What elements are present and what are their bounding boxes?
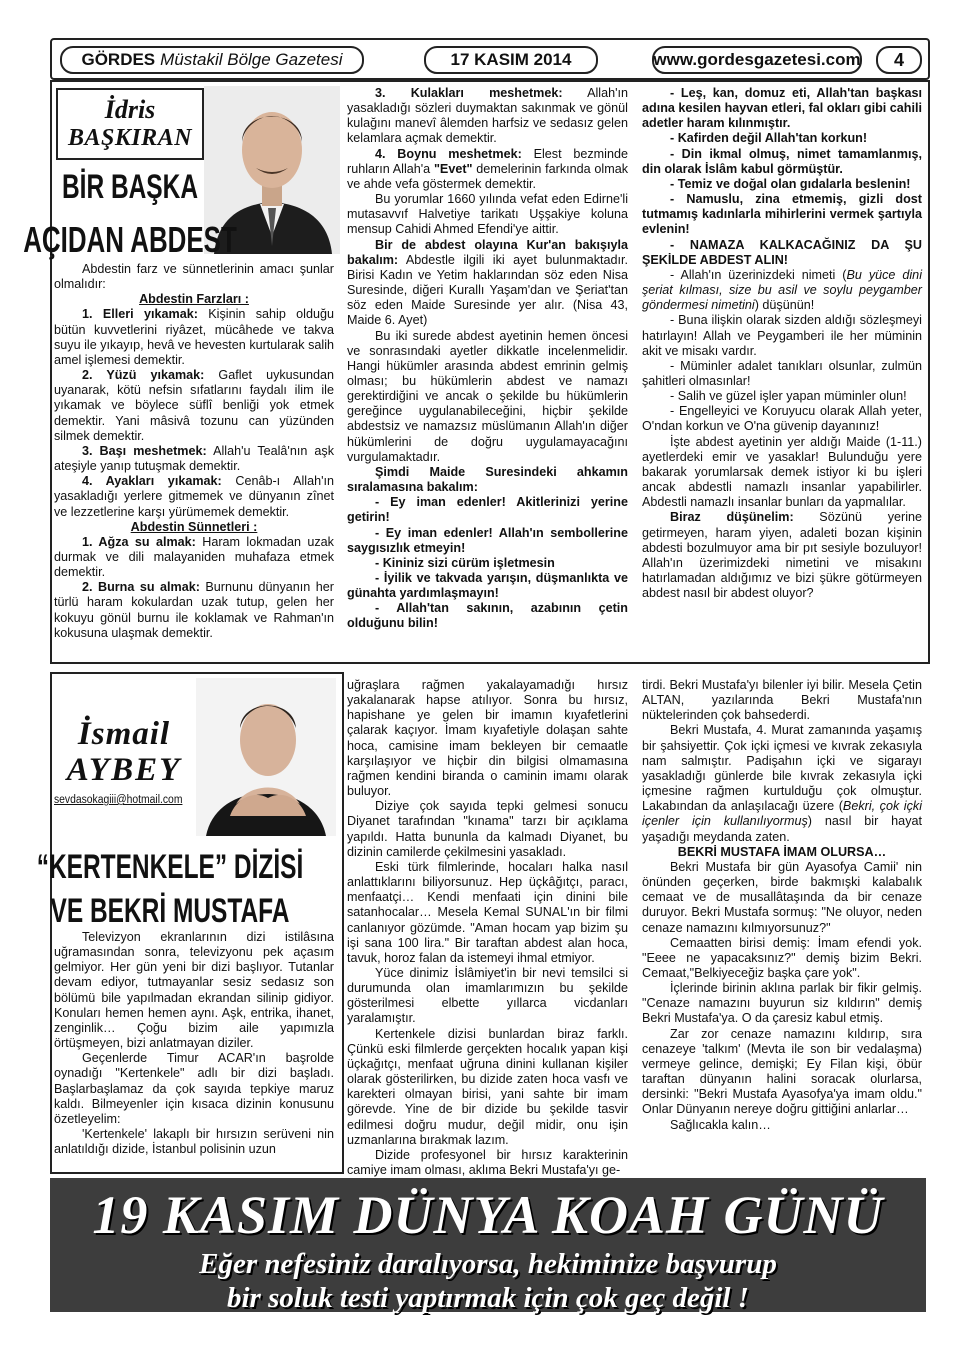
paragraph-text: ) nasıl bir hayat yaşadığı meydanda zaten. xyxy=(642,814,922,844)
paragraph-text: Cenâb-ı Allah'ın yasakladığı yerlere gitmemek ve dünyanın zînet ve lezzetlerine karşı yürümemek demektir. xyxy=(54,474,334,519)
paragraph xyxy=(347,860,628,966)
article-title-line2: AÇIDAN ABDEST xyxy=(23,219,237,260)
paragraph-text: Televizyon ekranlarının dizi istilâsına uğramasından sonra, televizyonu pek açasım gelmiyor. Her gün yeni bir dizi başlıyor. Tutanlar devam ediyor, tutmayanlar sesiz sedasız son bölümü bile yapılmadan ekrandan silinip gidiyor. Konuları hemen hemen aynı. Aşk, entrika, ihanet, zenginlik… Çoğu bizim aile yapımızla örtüşmeyen, bizi anlatmayan diziler. xyxy=(54,930,334,1051)
paragraph xyxy=(642,192,922,237)
banner-line-1: Eğer nefesiniz daralıyorsa, hekiminize başvurup xyxy=(199,1248,777,1280)
newspaper-subtitle: Müstakil Bölge Gazetesi xyxy=(160,50,343,69)
paragraph xyxy=(642,268,922,313)
bold-lead: 1. Ağza su almak: xyxy=(82,534,196,549)
article-2-column-2 xyxy=(347,678,628,1178)
article-2-title-line2: VE BEKRİ MUSTAFA xyxy=(50,892,290,930)
paragraph xyxy=(642,1118,922,1133)
paragraph xyxy=(347,556,628,571)
paragraph-text: ) düşünün! xyxy=(754,298,815,313)
author-name-box xyxy=(56,88,204,160)
paragraph xyxy=(54,307,334,368)
newspaper-name: GÖRDES xyxy=(81,50,156,69)
paragraph-text: Kertenkele dizisi bunlardan biraz farklı. Çünkü eski filmlerde gerçekten hocalık yapan kişi üçkağıtçı, menfaat uğruna dinini kullanan kişiler olarak gösterilirken, bu dizide zaten hoca vasfı ve karekteri olmayan birisi, yani sahte bir imam görevde. Yine de bir dizide bu şekilde tasvir edilmesi doğru mudur, değil midir, onu işin uzmanlarına bırakmak lazım. xyxy=(347,1026,628,1147)
paragraph xyxy=(54,368,334,444)
bold-lead: 3. Başı meshetmek: xyxy=(82,443,207,458)
bold-lead: - Leş, kan, domuz eti, Allah'tan başkası adına kesilen hayvan etleri, fal okları gibi cahili adetler haram kılınmıştır. xyxy=(642,86,922,131)
paragraph-text: Abdestle ilgili iki ayet bulunmaktadır. Birisi Kadın ve Yetim haklarından söz eden Nisa Suresinde, diğeri Kurallı Yaşam'dan ve Şeriat'tan söz eden Maide Suresinde yer alır. (Nisa 43, Maide 6. Ayet) xyxy=(347,252,628,328)
bold-lead: - Kafirden değil Allah'tan korkun! xyxy=(670,131,868,146)
paragraph xyxy=(347,601,628,631)
paragraph xyxy=(347,465,628,495)
paragraph-text: Bekri Mustafa bir gün Ayasofya Camii' nin önünden geçerken, birde bakmışki kalabalık cemaat ve de musallâtaşında da bir cenaze duruyor. Bekri Mustafa sormuş: "Ne oluyor, neden cenaze namazını kılmıyorsunuz?" xyxy=(642,859,922,935)
paragraph xyxy=(642,845,922,860)
subheading: Abdestin Sünnetleri : xyxy=(130,519,258,534)
article-title-line1: BİR BAŞKA xyxy=(61,168,199,206)
paragraph-text: Gaflet uykusundan uyanarak, kötü nefsin sıfatlarını faydalı ilim ile yıkamak ve böylece süflî benliği yok etmek demektir. Yani mâsivâ tozunu can yüzünden silmek demektir. xyxy=(54,368,334,443)
paragraph xyxy=(347,495,628,525)
paragraph xyxy=(347,147,628,192)
paragraph xyxy=(642,936,922,981)
paragraph xyxy=(54,520,334,535)
paragraph xyxy=(347,678,628,799)
paragraph-text: Diziye çok sayıda tepki gelmesi sonucu Diyanet tarafından "kınama" tarzı bir açıklama yapıldı. Hatta bununla da kalmadı Diyanet, bu dizinin camilerde çekilmesini yasakladı. xyxy=(347,799,628,859)
paragraph-text: Yüce dinimiz İslâmiyet'in bir nevi temsilci si durumunda olan imamlarımızın bu şekilde gösterilmesi elbette yıllarca vicdanları yaralamıştır. xyxy=(347,965,628,1026)
paragraph-text: demelerinin farkında olmak ve ahde vefa göstermek demektir. xyxy=(347,161,628,191)
bold-lead: - Namuslu, zina etmemiş, gizli dost tutmamış kadınlarla mihirlerini vermek şartıyla evlenin! xyxy=(642,192,922,237)
paragraph xyxy=(54,1127,334,1157)
paragraph-text: Kişinin sahip olduğu bütün kuvvetlerini riyâzet, mücâhede ve takva suyu ile yıkayıp, hevâ ve hevesten kurtularak salih amel işlemesi demektir. xyxy=(54,307,335,367)
paragraph-text: tirdi. Bekri Mustafa'yı bilenler iyi bilir. Mesela Çetin ALTAN, yazılarında Bekri Mustafa'nın nüktelerinden çok bahsederdi. xyxy=(642,678,922,723)
paragraph xyxy=(54,535,334,580)
paragraph xyxy=(54,292,334,307)
article-column-2 xyxy=(347,86,628,632)
bold-lead: 4. Boynu meshetmek: xyxy=(375,146,522,161)
paragraph xyxy=(642,177,922,192)
paragraph-text: uğraşlara rağmen yakalayamadığı hırsız yakalanarak hapse atılıyor. Sonra bu hırsız, hapishane ye gelen bir imamın kıyafetlerini çalarak kaçıyor. İmam kıyafetiyle dolaşan sahte hoca, camisine imam bekleyen bir cemaatle karşılaşıyor ve hiçbir din bilgisi olmamasına rağmen kendini biranda o caminin imamı olarak buluyor. xyxy=(347,678,628,799)
italic-inline: Bekri, çok içki içenler için kullanılıyormuş xyxy=(642,799,922,829)
paragraph xyxy=(347,329,628,465)
paragraph xyxy=(642,147,922,177)
bold-lead: 3. Kulakları meshetmek: xyxy=(375,86,563,100)
paragraph xyxy=(642,131,922,146)
article-column-1 xyxy=(54,262,334,641)
bold-lead: - Kininiz sizi cürüm işletmesin xyxy=(375,555,555,570)
paragraph xyxy=(347,1027,628,1148)
bold-lead: - Temiz ve doğal olan gıdalarla beslenin! xyxy=(670,176,911,191)
paragraph-text: - Müminler adalet tanıkları olsunlar, zulmün şahitleri olmasınlar! xyxy=(642,358,922,388)
paragraph-text: - Engelleyici ve Koruyucu olarak Allah yeter, O'ndan korkun ve O'na güvenip dayanınız! xyxy=(642,404,922,434)
paragraph-text: Bu iki surede abdest ayetinin hemen öncesi ve sonrasındaki ayetler dikkatle incelenmelidir. Hangi hükümler arasında abdest emrinin gelmiş olması; bu hükümlerin abdest ve namazı gerektirdiğini ve ancak o şekilde bu hükümlerin gereğince uygulanabileceğini, hiçbir şekilde abdestsiz ve namazsız müslümanın Allah'ın diğer hükümlerini de doğru uygulamayacağını vurgulamaktadır. xyxy=(347,328,628,464)
bold-lead: BEKRİ MUSTAFA İMAM OLURSA… xyxy=(677,844,887,859)
article-2-title-line1: “KERTENKELE” DİZİSİ xyxy=(36,848,304,886)
paragraph xyxy=(642,723,922,844)
bold-lead: 1. Elleri yıkamak: xyxy=(82,307,198,322)
paragraph xyxy=(642,86,922,131)
paragraph xyxy=(347,86,628,147)
author-first-name: İdris xyxy=(104,95,156,124)
paragraph-text: Sözünü yerine getirmeyen, haram yiyen, adaleti bozan kişinin abdesti bozulmuyor ama bir pıt sesiyle bozuluyor! Allah'ın üzerimizdeki nimetini ve misakını hatırlamadan aldığımız ve bizi şükre götürmeyen abdest nasıl bir abdest oluyor? xyxy=(642,510,922,601)
bold-lead: Biraz düşünelim: xyxy=(670,510,794,525)
paragraph-text: Allah'ın yasakladığı sözleri duymaktan sakınmak ve gönül kulağını manevî âlemden harfsiz ve sedasız gelen kelamlara açmak demektir. xyxy=(347,86,629,146)
author-last-name: BAŞKIRAN xyxy=(67,125,193,151)
paragraph xyxy=(54,580,334,641)
bold-lead: - NAMAZA KALKACAĞINIZ DA ŞU ŞEKİLDE ABDEST ALIN! xyxy=(642,237,922,267)
author-2-email[interactable]: sevdasokagiii@hotmail.com xyxy=(54,794,183,806)
paragraph xyxy=(642,404,922,434)
paragraph-text: Elest bezminde ruhların Allah'a xyxy=(347,146,628,176)
paragraph-text: - Salih ve güzel işler yapan müminler olun! xyxy=(670,389,907,404)
bold-lead: - İyilik ve takvada yarışın, düşmanlıkta ve günahta yardımlaşmayın! xyxy=(347,571,628,601)
paragraph xyxy=(642,981,922,1026)
koah-day-banner xyxy=(50,1178,926,1312)
bold-lead: - Allah'tan sakının, azabının çetin olduğunu bilin! xyxy=(347,601,628,631)
bold-lead: - Din ikmal olmuş, nimet tamamlanmış, din olarak İslâm kabul görmüştür. xyxy=(642,146,922,176)
bold-inline: "Evet" xyxy=(433,161,473,176)
author-2-first-name: İsmail xyxy=(77,716,171,752)
paragraph-text: Allah'u Tealâ'nın aşk ateşiyle yanıp tutuşmak demektir. xyxy=(54,443,334,474)
paragraph xyxy=(54,444,334,474)
paragraph xyxy=(347,571,628,601)
author-2-name xyxy=(54,716,194,788)
banner-line-2: bir soluk testi yaptırmak için çok geç değil ! xyxy=(227,1282,749,1314)
paragraph xyxy=(642,860,922,936)
bold-lead: 2. Yüzü yıkamak: xyxy=(82,368,205,383)
paragraph xyxy=(347,966,628,1027)
paragraph-text: Zar zor cenaze namazını kıldırıp, sıra cenazeye 'talkım' (Mevta ile son bir vedalaşma) vermeye gelince, demişki; Ey Filan kişi, öbür taraftan dünyanın halini soracak olurlarsa, dersinki: "Bekri Mustafa Ayasofya'ya imam oldu." Onlar Dünyanın nereye doğru gittiğini anlarlar… xyxy=(642,1026,922,1117)
paragraph-text: Bu yorumlar 1660 yılında vefat eden Edirne'li mutasavvıf Halvetiye tarikatı Uşşakiye koluna mensup Cahidi Ahmed Efendi'ye aittir. xyxy=(347,192,628,237)
bold-lead: Bir de abdest olayına Kur'an bakışıyla bakalım: xyxy=(347,237,628,267)
paragraph-text: Sağlıcakla kalın… xyxy=(670,1117,771,1132)
paragraph-text: Eski türk filmlerinde, hocaları halka nasıl anlattıklarını biliyorsunuz. Hep üçkâğıtçı, paracı, menfaatçi… Kendi menfaati için dinini bile satanhocalar… Mesela Kemal SUNAL'ın bir filmi canlanıyor gözümde. "Aman hocam yap bizim şu işi sana 100 lira." Bir taraftan abdest alan hoca, tavuk, horoz falan da istemeyi ihmal etmiyor. xyxy=(347,859,628,965)
bold-lead: 2. Burna su almak: xyxy=(82,580,200,595)
bold-lead: - Ey iman edenler! Allah'ın sembollerine saygısızlık etmeyin! xyxy=(347,525,628,555)
paragraph xyxy=(642,678,922,723)
paragraph-text: İçlerinde birinin aklına parlak bir fikir gelmiş. "Cenaze namazını buyurun siz kıldırın" demiş Bekri Mustafa'ya. O da çaresiz kabul etmiş. xyxy=(642,981,922,1026)
paragraph-text: Dizide profesyonel bir hırsız karakterinin camiye imam olması, aklıma Bekri Mustafa'yı ge- xyxy=(347,1147,628,1177)
paragraph xyxy=(642,313,922,358)
article-2-column-1 xyxy=(54,930,334,1157)
author-photo-2 xyxy=(196,678,336,836)
page-header xyxy=(50,38,930,80)
bold-lead: 4. Ayakları yıkamak: xyxy=(82,474,222,489)
paragraph-text: Bekri Mustafa, 4. Murat zamanında yaşamış bir şahsiyettir. Çok içki içmesi ve kıvrak zekasıyla nam salmıştır. Padişahın içki ve sigarayı yasakladığı günlerde bile kıvrak zekasıyla içki içmesine rağmen kurtulduğu çok olmuştur. Lakabından da anlaşılacağı üzere ( xyxy=(642,723,922,814)
paragraph xyxy=(54,1051,334,1127)
article-column-3 xyxy=(642,86,922,601)
paragraph xyxy=(642,510,922,601)
website-url[interactable]: www.gordesgazetesi.com xyxy=(652,46,862,74)
paragraph-text: Haram lokmadan uzak durmak ve dili malayaniden muhafaza etmek demektir. xyxy=(54,534,334,580)
page-number: 4 xyxy=(876,46,922,74)
paragraph xyxy=(642,435,922,511)
paragraph xyxy=(54,930,334,1051)
paragraph-text: Cemaatten birisi demiş: İmam efendi yok. "Eeee ne yapacaksınız?" demiş bizim Bekri. Cemaat,"Belkiyeceğiz başka çare yok". xyxy=(642,935,922,980)
paragraph xyxy=(642,389,922,404)
paragraph xyxy=(642,238,922,268)
paragraph-text: Abdestin farz ve sünnetlerinin amacı şunlar olmalıdır: xyxy=(54,262,334,292)
paragraph xyxy=(347,192,628,237)
paragraph-text: Burnunu dünyanın her türlü haram kokulardan uzak tutup, gelen her kokuyu gönül burnu ile koklamak ve Rahman'ın kokusuna ulaşmak demektir. xyxy=(54,580,334,640)
paragraph xyxy=(54,474,334,519)
paragraph-text: İşte abdest ayetinin yer aldığı Maide (1-11.) ayetlerdeki emir ve yasaklar! Bulunduğu yere bakarak yorumlarsak demek istiyor ki bu işleri ancak abdestli namazlı insanlar yapabilirler. Abdestli namazlı insanlar bunları da yapmalılar. xyxy=(642,434,922,510)
paragraph xyxy=(347,238,628,329)
paragraph-text: - Allah'ın üzerinizdeki nimeti ( xyxy=(670,267,847,282)
newspaper-name-badge xyxy=(60,46,364,74)
paragraph xyxy=(642,359,922,389)
bold-lead: Şimdi Maide Suresindeki ahkamın sıralamasına bakalım: xyxy=(347,464,628,495)
paragraph xyxy=(347,1148,628,1178)
subheading: Abdestin Farzları : xyxy=(139,292,249,307)
paragraph xyxy=(642,1027,922,1118)
paragraph xyxy=(347,799,628,860)
paragraph-text: Geçenlerde Timur ACAR'ın başrolde oynadığı "Kertenkele" adlı bir dizi başladı. Başlarbaşlamaz da çok sayıda tepkiye maruz kaldı. Bilmeyenler için kısaca dizinin konusunu özetleyelim: xyxy=(54,1051,334,1126)
article-2-column-3 xyxy=(642,678,922,1133)
italic-inline: Bu yüce dini şeriat kılması, size bu asil ve soylu peygamber göndermesi nimetini xyxy=(642,267,922,313)
paragraph xyxy=(54,262,334,292)
paragraph-text: 'Kertenkele' lakaplı bir hırsızın serüveni nin anlatıldığı dizide, İstanbul polisinin uzun xyxy=(54,1127,334,1157)
issue-date: 17 KASIM 2014 xyxy=(424,46,598,74)
banner-title: 19 KASIM DÜNYA KOAH GÜNÜ xyxy=(92,1185,884,1245)
author-2-last-name: AYBEY xyxy=(66,752,182,788)
bold-lead: - Ey iman edenler! Akitlerinizi yerine getirin! xyxy=(347,495,628,525)
paragraph-text: - Buna ilişkin olarak sizden aldığı sözleşmeyi hatırlayın! Allah ve Peygamberi ile her müminin akit ve misakı vardır. xyxy=(642,313,922,358)
paragraph xyxy=(347,526,628,556)
